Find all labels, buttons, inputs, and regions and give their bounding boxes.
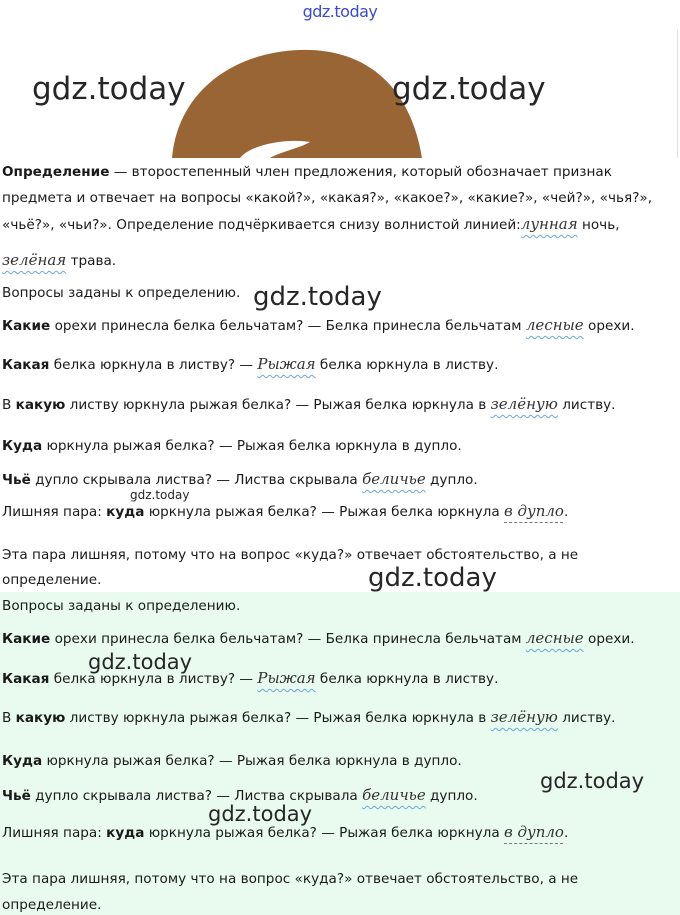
handwritten-answer: лесные (525, 316, 584, 334)
divider (677, 30, 678, 158)
handwritten-answer: Рыжая (257, 355, 316, 373)
block2-q6: Лишняя пара: куда юркнула рыжая белка? — Рыжая белка юркнула в дупло. (2, 823, 569, 841)
handwritten-answer: беличье (362, 470, 426, 488)
block1-q5: Чьё дупло скрывала листва? — Листва скрывала беличье дупло. (2, 470, 478, 488)
watermark: gdz.today (32, 71, 186, 107)
site-title[interactable]: gdz.today (302, 2, 378, 21)
watermark: gdz.today (88, 650, 193, 674)
watermark: gdz.today (368, 563, 497, 593)
handwritten-answer: зелёную (490, 708, 558, 726)
block1-q2: Какая белка юркнула в листву? — Рыжая белка юркнула в листву. (2, 355, 499, 373)
block2-q3: В какую листву юркнула рыжая белка? — Рыжая белка юркнула в зелёную листву. (2, 708, 616, 726)
watermark: gdz.today (208, 802, 313, 826)
definition-line-4: зелёная трава. (2, 251, 117, 269)
block1-end-2: определение. (2, 572, 102, 588)
handwritten-answer: беличье (362, 786, 426, 804)
block1-intro: Вопросы заданы к определению. (2, 285, 241, 301)
block1-q1: Какие орехи принесла белка бельчатам? — Белка принесла бельчатам лесные орехи. (2, 316, 635, 334)
handwritten-answer: лесные (525, 629, 584, 647)
watermark: gdz.today (253, 282, 382, 312)
block2-q2: Какая белка юркнула в листву? — Рыжая белка юркнула в листву. (2, 669, 499, 687)
definition-line-3: «чьё?», «чьи?». Определение подчёркивается снизу волнистой линией:лунная ночь, (2, 215, 620, 233)
block1-end-1: Эта пара лишняя, потому что на вопрос «куда?» отвечает обстоятельство, а не (2, 547, 579, 563)
handwritten-answer: зелёную (490, 395, 558, 413)
definition-line-2: предмета и отвечает на вопросы «какой?», «какая?», «какое?», «какие?», «чей?», «чья?», (2, 190, 653, 206)
handwritten-answer: в дупло (504, 502, 564, 520)
watermark: gdz.today (540, 769, 645, 793)
watermark: gdz.today (392, 71, 546, 107)
handwritten-answer: в дупло (504, 823, 564, 841)
block1-q4: Куда юркнула рыжая белка? — Рыжая белка юркнула в дупло. (2, 438, 462, 454)
handwritten-example: лунная (520, 215, 578, 233)
block2-q1: Какие орехи принесла белка бельчатам? — Белка принесла бельчатам лесные орехи. (2, 629, 635, 647)
block2-end-1: Эта пара лишняя, потому что на вопрос «куда?» отвечает обстоятельство, а не (2, 871, 579, 887)
block2-q5: Чьё дупло скрывала листва? — Листва скрывала беличье дупло. (2, 786, 478, 804)
watermark: gdz.today (130, 488, 190, 502)
handwritten-example: зелёная (2, 251, 67, 269)
block1-q3: В какую листву юркнула рыжая белка? — Рыжая белка юркнула в зелёную листву. (2, 395, 616, 413)
block2-q4: Куда юркнула рыжая белка? — Рыжая белка юркнула в дупло. (2, 753, 462, 769)
block1-q6: Лишняя пара: куда юркнула рыжая белка? — Рыжая белка юркнула в дупло. (2, 502, 569, 520)
block2-end-2: определение. (2, 897, 102, 913)
handwritten-answer: Рыжая (257, 669, 316, 687)
block2-intro: Вопросы заданы к определению. (2, 598, 241, 614)
definition-line-1: Определение — второстепенный член предложения, который обозначает признак (2, 164, 612, 180)
